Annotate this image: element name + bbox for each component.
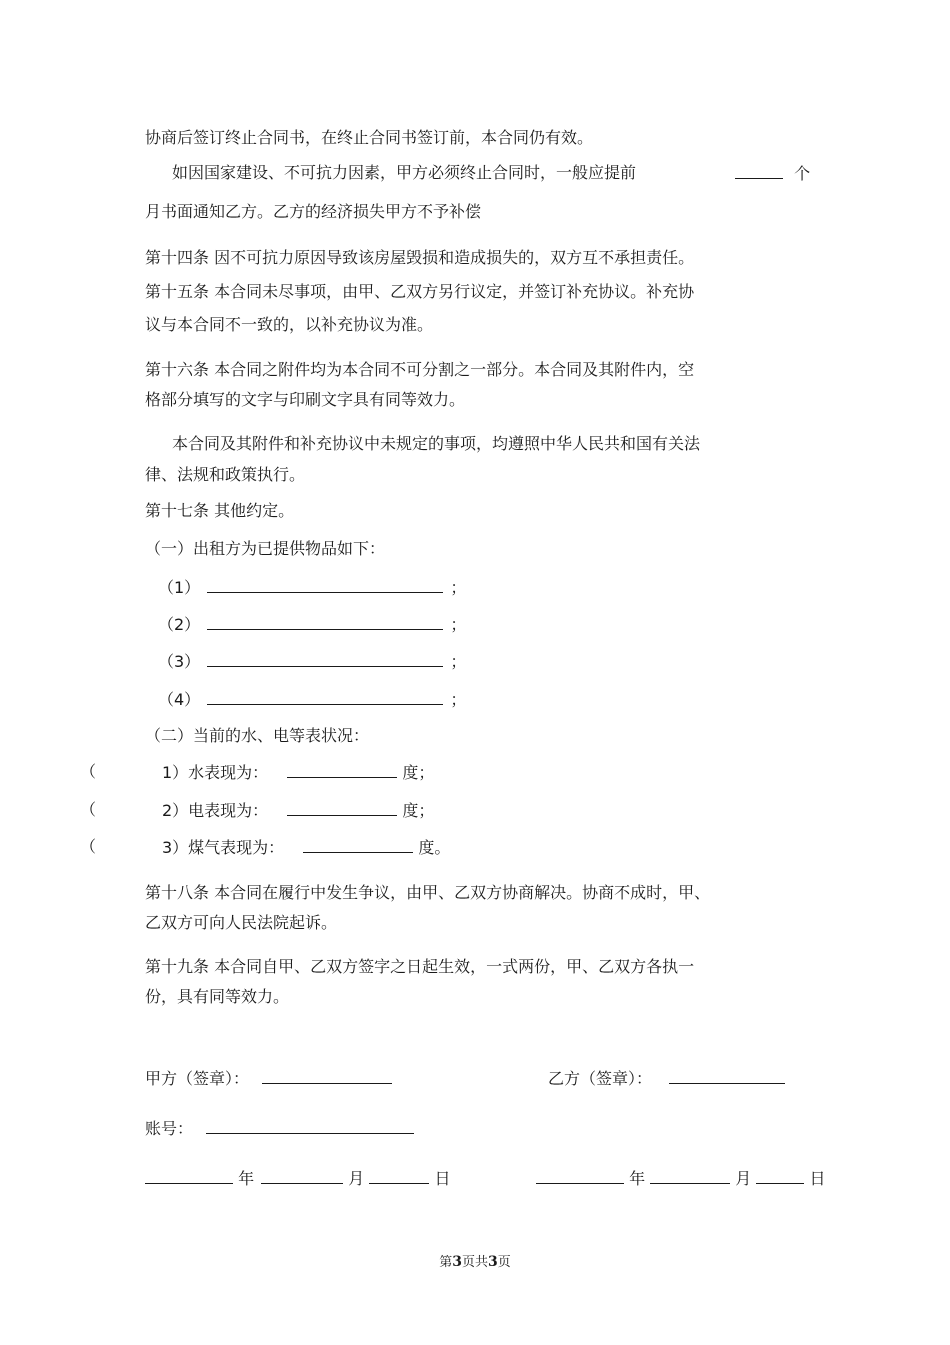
item-row (158, 614, 466, 635)
meter-label: 3）煤气表现为： (162, 838, 285, 857)
day-label: 日 (809, 1169, 826, 1188)
party-a-signature (145, 1068, 392, 1089)
item-number: （1） (158, 578, 201, 597)
meter-paren: （ (80, 800, 97, 819)
item-semicolon: ； (450, 615, 467, 634)
notice-months-blank[interactable] (735, 163, 783, 179)
item-semicolon: ； (450, 578, 467, 597)
meter-row-electric (162, 800, 434, 821)
article-16-line-1: 第十六条 本合同之附件均为本合同不可分割之一部分。本合同及其附件内，空 (145, 360, 695, 379)
notice-unit: 个 (794, 164, 811, 183)
article-18-line-2: 乙双方可向人民法院起诉。 (145, 913, 338, 932)
total-page-number: 3 (488, 1254, 498, 1270)
meter-suffix: 度； (402, 763, 435, 782)
notice-line-2: 月书面通知乙方。乙方的经济损失甲方不予补偿 (145, 202, 482, 221)
law-clause-line-1: 本合同及其附件和补充协议中未规定的事项，均遵照中华人民共和国有关法 (172, 434, 701, 453)
item-blank[interactable] (207, 651, 443, 667)
item-semicolon: ； (450, 652, 467, 671)
article-15-line-1: 第十五条 本合同未尽事项，由甲、乙双方另行议定，并签订补充协议。补充协 (145, 282, 695, 301)
meter-row-gas (162, 837, 450, 858)
article-14: 第十四条 因不可抗力原因导致该房屋毁损和造成损失的，双方互不承担责任。 (145, 248, 695, 267)
item-blank[interactable] (207, 689, 443, 705)
meter-paren: （ (80, 837, 97, 856)
section-1-title: （一）出租方为已提供物品如下： (145, 539, 386, 558)
item-number: （2） (158, 615, 201, 634)
party-a-label: 甲方（签章）： (145, 1069, 250, 1088)
current-page-number: 3 (452, 1254, 462, 1270)
meter-blank[interactable] (303, 837, 413, 853)
notice-text: 如因国家建设、不可抗力因素，甲方必须终止合同时，一般应提前 (172, 163, 637, 182)
day-blank[interactable] (756, 1168, 804, 1184)
month-label: 月 (735, 1169, 752, 1188)
meter-paren: （ (80, 762, 97, 781)
year-blank[interactable] (145, 1168, 233, 1184)
month-blank[interactable] (261, 1168, 343, 1184)
footer-post: 页 (497, 1255, 511, 1270)
meter-label: 2）电表现为： (162, 801, 269, 820)
section-2-title: （二）当前的水、电等表状况： (145, 726, 370, 745)
item-number: （4） (158, 690, 201, 709)
party-b-date (536, 1168, 826, 1189)
item-number: （3） (158, 652, 201, 671)
footer-pre: 第 (439, 1255, 453, 1270)
article-18-line-1: 第十八条 本合同在履行中发生争议，由甲、乙双方协商解决。协商不成时，甲、 (145, 883, 711, 902)
year-blank[interactable] (536, 1168, 624, 1184)
footer-mid: 页共 (461, 1255, 488, 1270)
day-label: 日 (434, 1169, 451, 1188)
item-blank[interactable] (207, 577, 443, 593)
notice-months-field (735, 163, 810, 184)
party-b-signature (548, 1068, 785, 1089)
article-19-line-2: 份，具有同等效力。 (145, 987, 290, 1006)
account-field (145, 1118, 414, 1139)
article-16-line-2: 格部分填写的文字与印刷文字具有同等效力。 (145, 390, 466, 409)
law-clause-line-2: 律、法规和政策执行。 (145, 465, 306, 484)
month-label: 月 (348, 1169, 365, 1188)
item-row (158, 651, 466, 672)
party-a-blank[interactable] (262, 1068, 392, 1084)
item-row (158, 577, 466, 598)
meter-label: 1）水表现为： (162, 763, 269, 782)
meter-blank[interactable] (287, 762, 397, 778)
year-label: 年 (238, 1169, 255, 1188)
year-label: 年 (629, 1169, 646, 1188)
meter-suffix: 度。 (418, 838, 451, 857)
page-footer (0, 1251, 950, 1270)
account-blank[interactable] (206, 1118, 414, 1134)
article-13-end: 协商后签订终止合同书，在终止合同书签订前，本合同仍有效。 (145, 128, 594, 147)
account-label: 账号： (145, 1119, 194, 1138)
article-19-line-1: 第十九条 本合同自甲、乙双方签字之日起生效，一式两份，甲、乙双方各执一 (145, 957, 695, 976)
item-semicolon: ； (450, 690, 467, 709)
party-b-blank[interactable] (669, 1068, 785, 1084)
month-blank[interactable] (650, 1168, 730, 1184)
item-row (158, 689, 466, 710)
party-b-label: 乙方（签章）： (548, 1069, 653, 1088)
item-blank[interactable] (207, 614, 443, 630)
article-17: 第十七条 其他约定。 (145, 501, 295, 520)
meter-suffix: 度； (402, 801, 435, 820)
day-blank[interactable] (369, 1168, 429, 1184)
meter-blank[interactable] (287, 800, 397, 816)
article-15-line-2: 议与本合同不一致的，以补充协议为准。 (145, 315, 434, 334)
meter-row-water (162, 762, 434, 783)
article-13-national-construction (172, 163, 636, 183)
party-a-date (145, 1168, 451, 1189)
